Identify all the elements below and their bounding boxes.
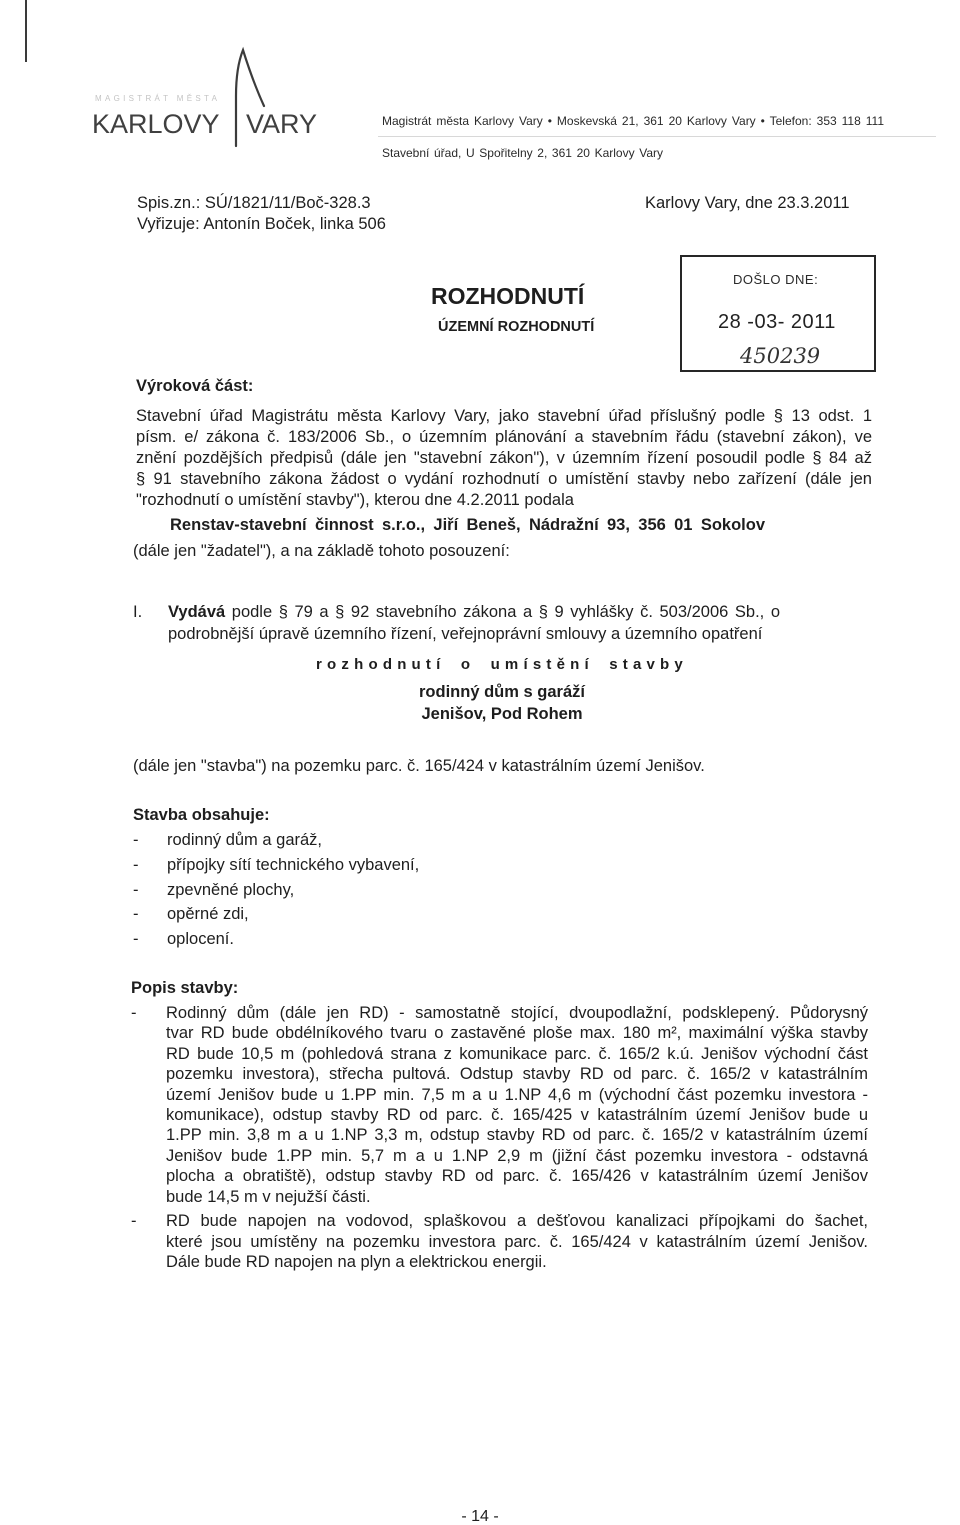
applicant: Renstav-stavební činnost s.r.o., Jiří Beneš, Nádražní 93, 356 01 Sokolov <box>170 516 765 534</box>
building-location: Jenišov, Pod Rohem <box>421 705 583 723</box>
description-item <box>131 1211 868 1273</box>
list-item <box>133 828 419 853</box>
decision-verb: Vydává <box>168 603 226 621</box>
document-date: Karlovy Vary, dne 23.3.2011 <box>645 194 850 212</box>
description-item <box>131 1003 868 1207</box>
description-line: RD bude napojen na vodovod, splaškovou a dešťovou kanalizaci přípojkami do šachet, <box>166 1212 868 1230</box>
list-item <box>133 927 419 952</box>
description-line: 1.PP min. 3,8 m a u 1.NP 3,3 m, odstup stavby RD od parc. č. 165/2 v katastrálním území <box>166 1126 868 1145</box>
decision-number: I. <box>133 603 143 621</box>
stamp-date: 28 -03- 2011 <box>718 311 836 333</box>
header-separator <box>378 136 936 137</box>
description-line: území Jenišov bude u 1.PP min. 7,5 m a u 1.NP 4,6 m (východní část pozemku investora - <box>166 1085 868 1104</box>
scan-artifact-line <box>25 0 27 62</box>
description-heading: Popis stavby: <box>131 979 239 997</box>
description-line: Dále bude RD napojen na plyn a elektrickou energii. <box>166 1253 547 1271</box>
header-office: Stavební úřad, U Spořitelny 2, 361 20 Karlovy Vary <box>382 146 663 160</box>
list-dash: - <box>131 1212 137 1230</box>
contents-heading: Stavba obsahuje: <box>133 806 270 824</box>
list-dash: - <box>131 1004 137 1022</box>
handled-by: Vyřizuje: Antonín Boček, linka 506 <box>137 215 386 233</box>
header-contact: Magistrát města Karlovy Vary • Moskevská 21, 361 20 Karlovy Vary • Telefon: 353 118 111 <box>382 114 884 128</box>
paragraph-line: "rozhodnutí o umístění stavby"), kterou dne 4.2.2011 podala <box>136 491 574 509</box>
list-dash: - <box>133 905 139 924</box>
paragraph-line: znění pozdějších předpisů (dále jen "stavební zákon"), v územním řízení posoudil podle § 84 až <box>136 449 872 467</box>
list-item <box>133 878 419 903</box>
decision-spaced-title: rozhodnutí o umístění stavby <box>316 656 688 673</box>
title-sub: ÚZEMNÍ ROZHODNUTÍ <box>438 319 595 335</box>
description-line: plocha a obratiště), odstup stavby RD od parc. č. 165/426 v katastrálním území Jenišov <box>166 1167 868 1186</box>
list-dash: - <box>133 831 139 849</box>
description-line: které jsou umístěny na pozemku investora parc. č. 165/424 v katastrálním území Jenišov. <box>166 1232 868 1251</box>
stamp-handwritten-number: 450239 <box>740 344 821 368</box>
description-line: bude 14,5 m v nejužší části. <box>166 1187 371 1206</box>
list-dash: - <box>133 855 139 874</box>
list-item-text: přípojky sítí technického vybavení, <box>167 855 420 874</box>
logo-spring-line <box>225 42 270 152</box>
decision-line: podrobnější úpravě územního řízení, veřejnoprávní smlouvy a územního opatření <box>168 625 763 643</box>
building-name: rodinný dům s garáží <box>419 683 585 701</box>
list-item-text: rodinný dům a garáž, <box>167 831 323 849</box>
logo-subtitle: MAGISTRÁT MĚSTA <box>95 94 221 103</box>
list-item <box>133 853 419 878</box>
decision-line <box>168 601 780 623</box>
list-item-text: zpevněné plochy, <box>167 880 295 899</box>
description-item-text <box>166 1211 868 1273</box>
description-item-text <box>166 1003 868 1207</box>
paragraph-line: Stavební úřad Magistrátu města Karlovy Vary, jako stavební úřad příslušný podle § 13 odst. 1 <box>136 407 872 425</box>
page-number: - 14 - <box>461 1508 499 1525</box>
paragraph-line: písm. e/ zákona č. 183/2006 Sb., o územním plánování a stavebním řádu (stavební zákon), ve <box>136 428 872 446</box>
description-line: RD bude 10,5 m (pohledová strana z komunikace parc. č. 165/2 k.ú. Jenišov východní část <box>166 1044 868 1063</box>
paragraph-line: § 91 stavebního zákona žádost o vydání rozhodnutí o umístění stavby nebo zařízení (dále jen <box>136 470 872 488</box>
contents-list <box>133 828 419 952</box>
stamp-label: DOŠLO DNE: <box>733 272 819 287</box>
list-item-text: oplocení. <box>167 930 234 948</box>
description-line: pozemku investora), střecha pultová. Odstup stavby RD od parc. č. 165/2 v katastrálním <box>166 1065 868 1084</box>
list-dash: - <box>133 880 139 899</box>
land-parcel: (dále jen "stavba") na pozemku parc. č. 165/424 v katastrálním území Jenišov. <box>133 757 705 775</box>
file-number: Spis.zn.: SÚ/1821/11/Boč-328.3 <box>137 194 371 212</box>
description-line: tvar RD bude obdélníkového tvaru o zastavěné ploše max. 180 m², maximální výška stavby <box>166 1024 868 1043</box>
verdict-heading: Výroková část: <box>136 377 254 395</box>
logo-word-karlovy: KARLOVY <box>92 109 220 139</box>
description-line: Rodinný dům (dále jen RD) - samostatně stojící, dvoupodlažní, podsklepený. Půdorysný <box>166 1004 868 1022</box>
decision-line-text: podle § 79 a § 92 stavebního zákona a § 9 vyhlášky č. 503/2006 Sb., o <box>231 603 780 621</box>
list-item <box>133 902 419 927</box>
list-item-text: opěrné zdi, <box>167 905 249 924</box>
list-dash: - <box>133 930 139 948</box>
description-line: komunikace), odstup stavby RD od parc. č. 165/425 v katastrálním území Jenišov bude u <box>166 1106 868 1125</box>
title-main: ROZHODNUTÍ <box>431 283 585 309</box>
logo-word-vary: VARY <box>246 109 318 139</box>
verdict-paragraph <box>136 406 872 511</box>
applicant-note: (dále jen "žadatel"), a na základě tohoto posouzení: <box>133 542 510 560</box>
description-line: Jenišov bude 1.PP min. 5,7 m a u 1.NP 2,9 m (jižní část pozemku investora - odstavná <box>166 1146 868 1165</box>
